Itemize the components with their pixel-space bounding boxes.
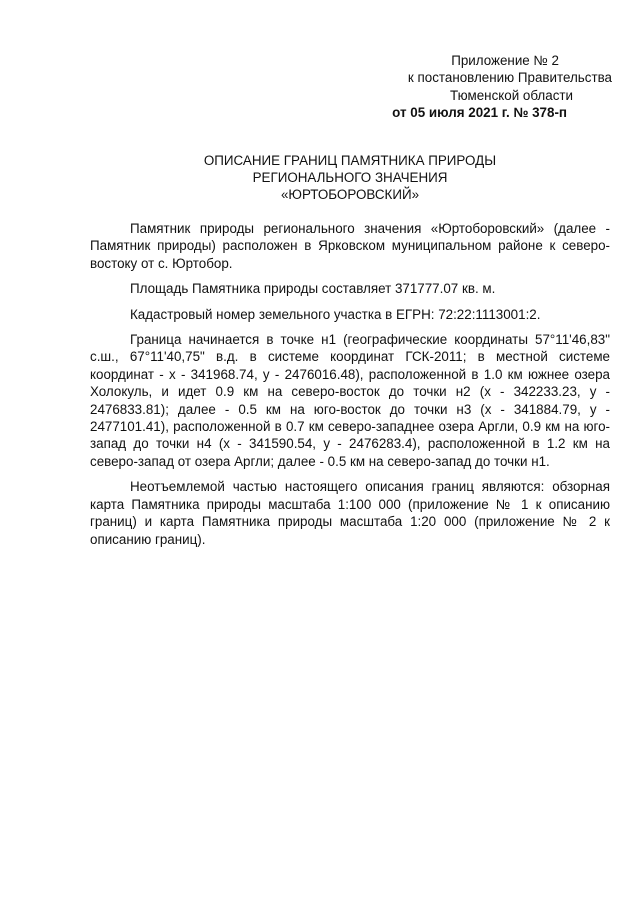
paragraph-cadastral: Кадастровый номер земельного участка в ЕГРН: 72:22:1113001:2.	[130, 306, 541, 322]
paragraph-location: Памятник природы регионального значения «Юртоборовский» (далее - Памятник природы) расположен в Ярковском муниципальном районе к северо-востоку от с. Юртобор.	[90, 221, 610, 271]
paragraph-area: Площадь Памятника природы составляет 371777.07 кв. м.	[130, 281, 496, 297]
title-line-1: ОПИСАНИЕ ГРАНИЦ ПАМЯТНИКА ПРИРОДЫ	[203, 153, 497, 168]
appendix-resolution-line: к постановлению Правительства	[407, 70, 612, 86]
title-line-2: РЕГИОНАЛЬНОГО ЗНАЧЕНИЯ	[252, 170, 448, 185]
title-line-3: «ЮРТОБОРОВСКИЙ»	[280, 187, 420, 202]
paragraph-boundary: Граница начинается в точке н1 (географические координаты 57°11'46,83" с.ш., 67°11'40,75" в.д. в системе координат ГСК-2011; в местной системе координат - x - 341968.74, y - 2476016.48), расположенной в 1.0 км южнее озера Холокуль, и идет 0.9 км на северо-восток до точки н2 (x - 342233.23, y - 2476833.81); далее - 0.5 км на юго-восток до точки н3 (x - 341884.79, y - 2477101.41), расположенной в 0.7 км северо-западнее озера Аргли, 0.9 км на юго-запад до точки н4 (x - 341590.54, y - 2476283.4), расположенной в 1.2 км на северо-запад от озера Аргли; далее - 0.5 км на северо-запад до точки н1.	[90, 332, 610, 469]
document-title	[90, 152, 610, 203]
paragraph-maps: Неотъемлемой частью настоящего описания границ являются: обзорная карта Памятника природы масштаба 1:100 000 (приложение № 1 к описанию границ) и карта Памятника природы масштаба 1:20 000 (приложение № 2 к описанию границ).	[90, 479, 610, 547]
document-body	[90, 220, 610, 556]
appendix-date-number: от 05 июля 2021 г. № 378-п	[392, 104, 567, 120]
appendix-header	[330, 52, 614, 121]
appendix-number: Приложение № 2	[451, 53, 559, 68]
appendix-region-line: Тюменской области	[450, 87, 573, 103]
